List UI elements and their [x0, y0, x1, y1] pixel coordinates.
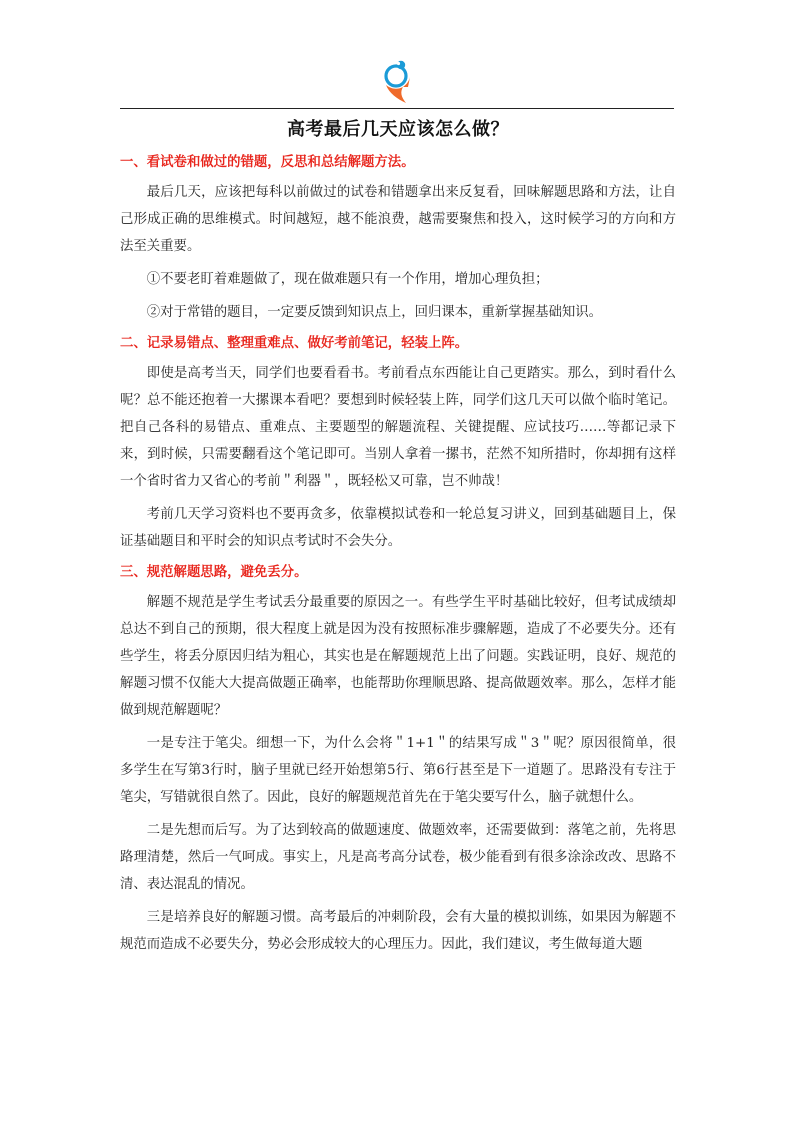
- paragraph: 解题不规范是学生考试丢分最重要的原因之一。有些学生平时基础比较好，但考试成绩却总达不到自己的预期，很大程度上就是因为没有按照标准步骤解题，造成了不必要失分。还有些学生，将丢分原因归结为粗心，其实也是在解题规范上出了问题。实践证明，良好、规范的解题习惯不仅能大大提高做题正确率，也能帮助你理顺思路、提高做题效率。那么，怎样才能做到规范解题呢？: [120, 595, 676, 718]
- paragraph: ②对于常错的题目，一定要反馈到知识点上，回归课本，重新掌握基础知识。: [146, 305, 603, 320]
- section-heading-3: 三、规范解题思路，避免丢分。: [120, 564, 308, 580]
- paragraph: 二是先想而后写。为了达到较高的做题速度、做题效率，还需要做到：落笔之前，先将思路理清楚，然后一气呵成。事实上，凡是高考高分试卷，极少能看到有很多涂涂改改、思路不清、表达混乱的情况。: [120, 823, 676, 892]
- section-heading-1: 一、看试卷和做过的错题，反思和总结解题方法。: [120, 154, 415, 170]
- paragraph: 考前几天学习资料也不要再贪多，依靠模拟试卷和一轮总复习讲义，回到基础题目上，保证基础题目和平时会的知识点考试时不会失分。: [120, 507, 676, 549]
- section-heading-2: 二、记录易错点、整理重难点、做好考前笔记，轻装上阵。: [120, 335, 469, 351]
- paragraph: 最后几天，应该把每科以前做过的试卷和错题拿出来反复看，回味解题思路和方法，让自己形成正确的思维模式。时间越短，越不能浪费，越需要聚焦和投入，这时候学习的方向和方法至关重要。: [120, 185, 676, 254]
- paragraph: 三是培养良好的解题习惯。高考最后的冲刺阶段，会有大量的模拟训练，如果因为解题不规范而造成不必要失分，势必会形成较大的心理压力。因此，我们建议，考生做每道大题: [120, 910, 676, 952]
- logo-icon: [379, 57, 415, 105]
- paragraph: 一是专注于笔尖。细想一下，为什么会将＂1+1＂的结果写成＂3＂呢？原因很简单，很多学生在写第3行时，脑子里就已经开始想第5行、第6行甚至是下一道题了。思路没有专注于笔尖，写错就很自然了。因此，良好的解题规范首先在于笔尖要写什么，脑子就想什么。: [120, 736, 676, 805]
- article: [120, 117, 676, 964]
- page-title: 高考最后几天应该怎么做？: [287, 119, 509, 140]
- header-divider: [120, 108, 674, 109]
- paragraph: ①不要老盯着难题做了，现在做难题只有一个作用，增加心理负担；: [146, 272, 549, 287]
- paragraph: 即使是高考当天，同学们也要看看书。考前看点东西能让自己更踏实。那么，到时看什么呢？总不能还抱着一大摞课本看吧？要想到时候轻装上阵，同学们这几天可以做个临时笔记。把自己各科的易错点、重难点、主要题型的解题流程、关键提醒、应试技巧……等都记录下来，到时候，只需要翻看这个笔记即可。当别人拿着一摞书，茫然不知所措时，你却拥有这样一个省时省力又省心的考前＂利器＂，既轻松又可靠，岂不帅哉！: [120, 366, 676, 489]
